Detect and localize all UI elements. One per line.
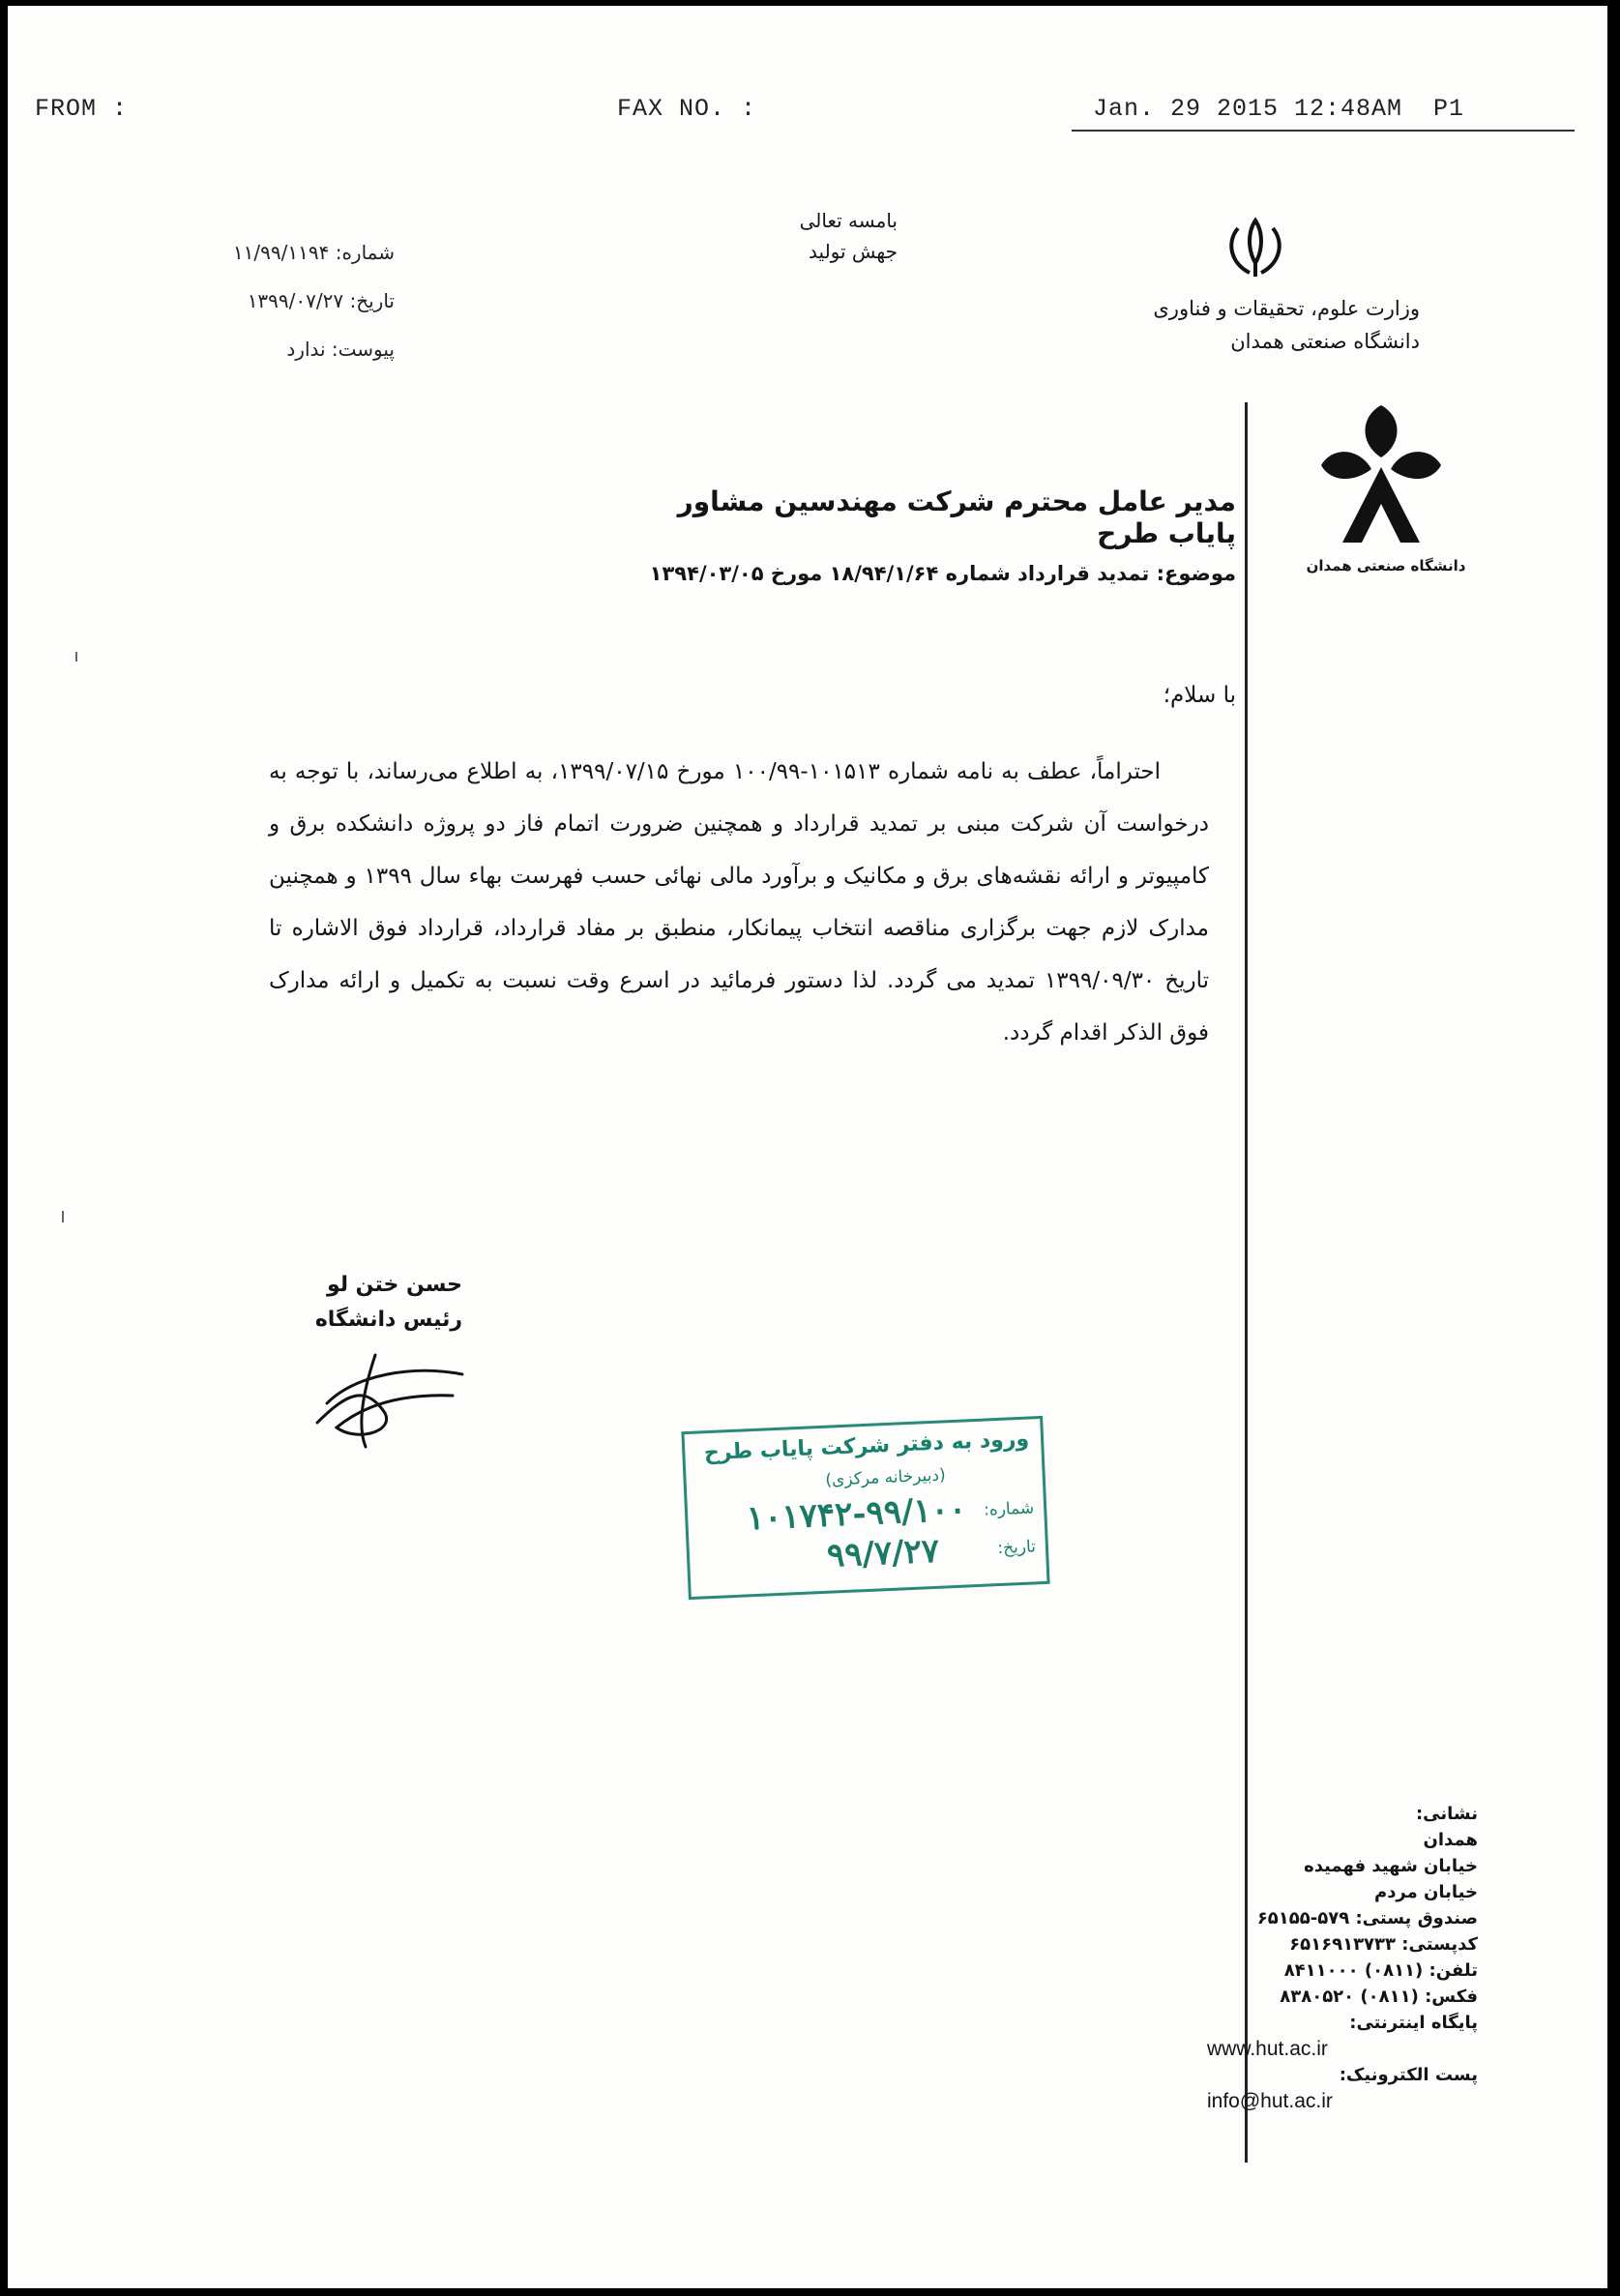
fax-date-time: Jan. 29 2015 12:48AM bbox=[1093, 95, 1403, 123]
address-website: www.hut.ac.ir bbox=[1207, 2038, 1328, 2060]
greeting: با سلام؛ bbox=[1163, 683, 1236, 708]
stamp-title: ورود به دفتر شرکت پایاب طرح bbox=[703, 1427, 1030, 1466]
scan-mark bbox=[75, 652, 77, 662]
handwritten-signature bbox=[298, 1336, 482, 1452]
scan-mark bbox=[62, 1211, 64, 1222]
stamp-number-label: شماره: bbox=[983, 1498, 1035, 1520]
production-leap-slogan: جهش تولید bbox=[809, 240, 898, 263]
fax-from-label: FROM : bbox=[35, 95, 129, 123]
address-fax: فکس: (۰۸۱۱) ۸۳۸۰۵۲۰ bbox=[1280, 1987, 1478, 2007]
stamp-date-value: ۹۹/۷/۲۷ bbox=[826, 1531, 940, 1575]
letter-attachment: پیوست: ندارد bbox=[286, 338, 395, 361]
address-label: نشانی: bbox=[1415, 1804, 1478, 1824]
stamp-date-label: تاریخ: bbox=[996, 1537, 1037, 1559]
address-email-label: پست الکترونیک: bbox=[1339, 2065, 1478, 2085]
university-name: دانشگاه صنعتی همدان bbox=[1230, 330, 1420, 353]
ministry-name: وزارت علوم، تحقیقات و فناوری bbox=[1153, 297, 1420, 320]
fax-number-label: FAX NO. : bbox=[617, 95, 757, 123]
address-website-label: پایگاه اینترنتی: bbox=[1349, 2013, 1478, 2033]
receipt-stamp bbox=[681, 1416, 1049, 1600]
iran-emblem-icon bbox=[1217, 215, 1294, 282]
letter-body bbox=[269, 746, 1209, 1059]
logo-caption: دانشگاه صنعتی همدان bbox=[1306, 557, 1466, 574]
address-street-2: خیابان مردم bbox=[1374, 1882, 1478, 1902]
fax-document-page bbox=[8, 6, 1607, 2288]
subject-line: موضوع: تمدید قرارداد شماره ۱۸/۹۴/۱/۶۴ مورخ ۱۳۹۴/۰۳/۰۵ bbox=[649, 562, 1236, 585]
basmala-block bbox=[685, 205, 898, 267]
ministry-block bbox=[1052, 292, 1420, 358]
fax-header-rule bbox=[1072, 130, 1575, 132]
address-po-box: صندوق پستی: ۵۷۹-۶۵۱۵۵ bbox=[1256, 1908, 1478, 1928]
letter-number: شماره: ۱۱/۹۹/۱۱۹۴ bbox=[232, 241, 395, 264]
stamp-subtitle: (دبیرخانه مرکزی) bbox=[825, 1465, 947, 1490]
signer-block bbox=[298, 1268, 462, 1338]
fax-page-number: P1 bbox=[1433, 95, 1465, 123]
letter-date: تاریخ: ۱۳۹۹/۰۷/۲۷ bbox=[247, 289, 395, 312]
university-logo-icon bbox=[1304, 397, 1458, 552]
addressee: مدیر عامل محترم شرکت مهندسین مشاور پایاب طرح bbox=[677, 486, 1236, 549]
address-email: info@hut.ac.ir bbox=[1207, 2090, 1333, 2112]
signer-title: رئیس دانشگاه bbox=[314, 1308, 462, 1332]
letter-body-paragraph: احتراماً، عطف به نامه شماره ۱۰۱۵۱۳-۱۰۰/۹۹ مورخ ۱۳۹۹/۰۷/۱۵، به اطلاع می‌رساند، با توجه به درخواست آن شرکت مبنی بر تمدید قرارداد و همچنین ضرورت اتمام فاز دو پروژه دانشکده برق و کامپیوتر و ارائه نقشه‌های برق و مکانیک و برآورد مالی نهائی حسب فهرست بهاء سال ۱۳۹۹ و همچنین مدارک لازم جهت برگزاری مناقصه انتخاب پیمانکار، منطبق بر مفاد قرارداد، قرارداد فوق الاشاره تا تاریخ ۱۳۹۹/۰۹/۳۰ تمدید می گردد. لذا دستور فرمائید در اسرع وقت نسبت به تکمیل و ارائه مدارک فوق الذکر اقدام گردد. bbox=[269, 759, 1210, 1045]
signer-name: حسن ختن لو bbox=[326, 1273, 462, 1297]
address-city: همدان bbox=[1423, 1830, 1478, 1850]
address-postal-code: کدپستی: ۶۵۱۶۹۱۳۷۳۳ bbox=[1289, 1934, 1478, 1955]
stamp-number-value: ۱۰۱۷۴۲-۹۹/۱۰۰ bbox=[746, 1489, 968, 1539]
address-street-1: خیابان شهید فهمیده bbox=[1304, 1856, 1478, 1876]
address-block bbox=[1207, 1801, 1478, 2114]
address-phone: تلفن: (۰۸۱۱) ۸۴۱۱۰۰۰ bbox=[1283, 1960, 1478, 1981]
basmala-text: بامسه تعالی bbox=[799, 209, 898, 232]
